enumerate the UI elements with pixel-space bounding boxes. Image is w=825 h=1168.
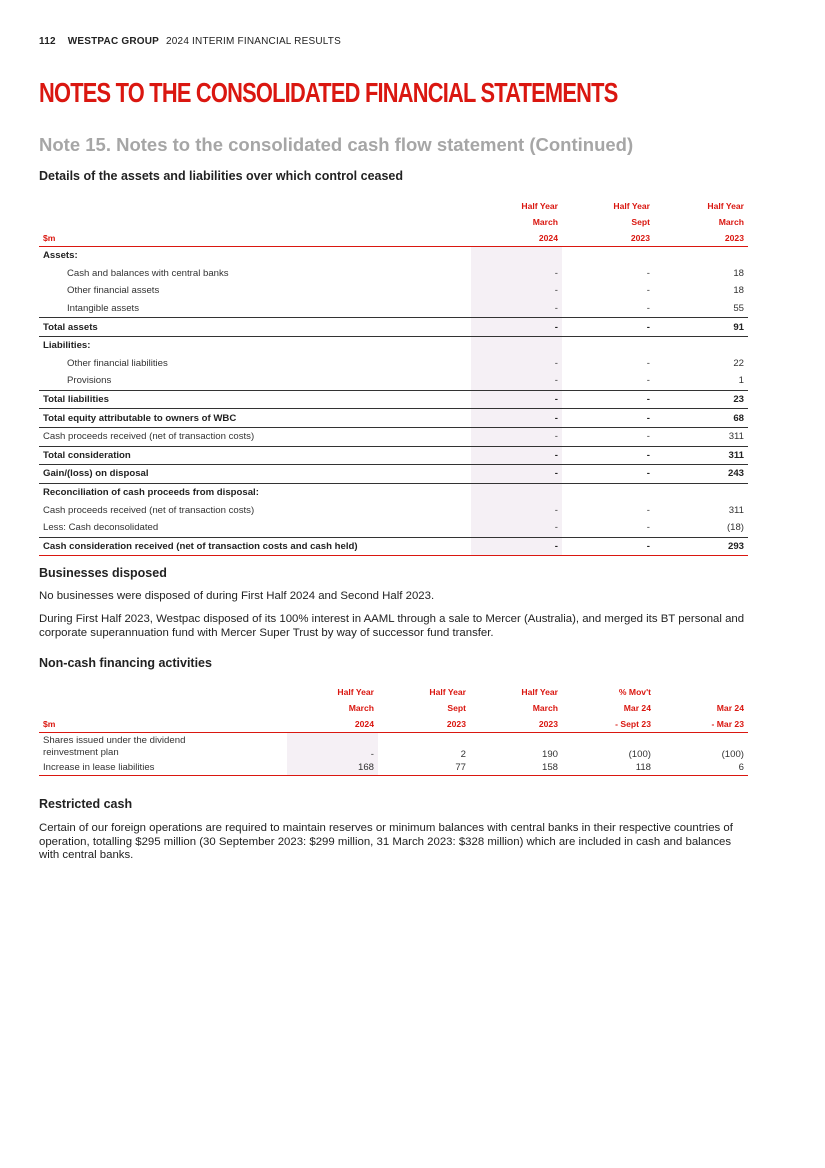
table-row: Shares issued under the dividend reinvestment plan - 2 190 (100) (100) <box>43 734 744 760</box>
header-brand: WESTPAC GROUP <box>67 36 160 47</box>
col-header: 2023 <box>654 230 748 247</box>
control-ceased-title: Details of the assets and liabilities over which control ceased <box>39 169 404 183</box>
col-header: Half Year <box>337 687 374 697</box>
table-row: Intangible assets - - 55 <box>39 300 748 318</box>
note-title: Note 15. Notes to the consolidated cash flow statement (Continued) <box>39 134 634 155</box>
non-cash-title: Non-cash financing activities <box>39 656 212 670</box>
row-label: Shares issued under the dividend <box>43 734 186 746</box>
control-ceased-table <box>39 198 748 556</box>
table-row-total: Total liabilities - - 23 <box>39 390 748 409</box>
table-row: Other financial liabilities - - 22 <box>39 355 748 373</box>
col-header: Sept <box>631 217 650 227</box>
page-header <box>39 36 341 47</box>
table-row: Cash proceeds received (net of transaction costs) - - 311 <box>39 501 748 519</box>
col-header: 2024 <box>471 230 562 247</box>
table-row: Less: Cash deconsolidated - - (18) <box>39 519 748 537</box>
header-report: 2024 INTERIM FINANCIAL RESULTS <box>166 36 341 47</box>
col-header: Half Year <box>707 201 744 211</box>
table-row-total: Total assets - - 91 <box>39 318 748 337</box>
table-row-total: Cash consideration received (net of transaction costs and cash held) - - 293 <box>39 537 748 556</box>
table-row-total: Gain/(loss) on disposal - - 243 <box>39 465 748 484</box>
table-row: Reconciliation of cash proceeds from disposal: <box>39 483 748 501</box>
col-header: - Mar 23 <box>655 716 748 733</box>
col-header: March <box>532 703 558 713</box>
table-row: Liabilities: <box>39 336 748 354</box>
unit-label: $m <box>39 716 287 733</box>
table-row-total: Total consideration - - 311 <box>39 446 748 465</box>
table-row: Other financial assets - - 18 <box>39 282 748 300</box>
col-header: - Sept 23 <box>562 716 655 733</box>
col-header: Mar 24 <box>716 703 744 713</box>
col-header: 2023 <box>378 716 470 733</box>
col-header: March <box>718 217 744 227</box>
col-header: Half Year <box>429 687 466 697</box>
businesses-disposed-title: Businesses disposed <box>39 566 167 580</box>
restricted-cash-title: Restricted cash <box>39 797 133 811</box>
page-number: 112 <box>39 36 56 47</box>
col-header: Half Year <box>521 201 558 211</box>
page-title: NOTES TO THE CONSOLIDATED FINANCIAL STATEMENTS <box>39 77 618 108</box>
col-header: Half Year <box>521 687 558 697</box>
table-row: Provisions - - 1 <box>39 372 748 390</box>
unit-label: $m <box>39 230 471 247</box>
col-header: % Mov't <box>618 687 651 697</box>
table-row-total: Total equity attributable to owners of WBC - - 68 <box>39 409 748 428</box>
non-cash-table <box>39 684 748 776</box>
col-header: Mar 24 <box>623 703 651 713</box>
table-row: Cash and balances with central banks - - 18 <box>39 265 748 283</box>
col-header: March <box>348 703 374 713</box>
row-label: reinvestment plan <box>43 746 119 758</box>
restricted-cash-p1: Certain of our foreign operations are required to maintain reserves or minimum balances with central banks in their respective countries of operation, totalling $295 million (30 September 2023: $299 million, 31 March 2023: $328 million) which are included in cash and balances with central banks. <box>39 822 733 861</box>
businesses-disposed-p2: During First Half 2023, Westpac disposed of its 100% interest in AAML through a sale to Mercer (Australia), and merged its BT personal and corporate superannuation fund with Mercer Super Trust by way of successor fund transfer. <box>39 613 745 639</box>
col-header: 2024 <box>287 716 378 733</box>
col-header: Half Year <box>613 201 650 211</box>
col-header: Sept <box>447 703 466 713</box>
col-header: 2023 <box>470 716 562 733</box>
col-header: March <box>532 217 558 227</box>
col-header: 2023 <box>562 230 654 247</box>
businesses-disposed-p1: No businesses were disposed of during First Half 2024 and Second Half 2023. <box>39 590 435 602</box>
table-row: Assets: <box>39 247 748 265</box>
table-row: Increase in lease liabilities 168 77 158 118 6 <box>39 760 748 776</box>
col-header <box>655 684 748 700</box>
table-row: Cash proceeds received (net of transaction costs) - - 311 <box>39 427 748 446</box>
